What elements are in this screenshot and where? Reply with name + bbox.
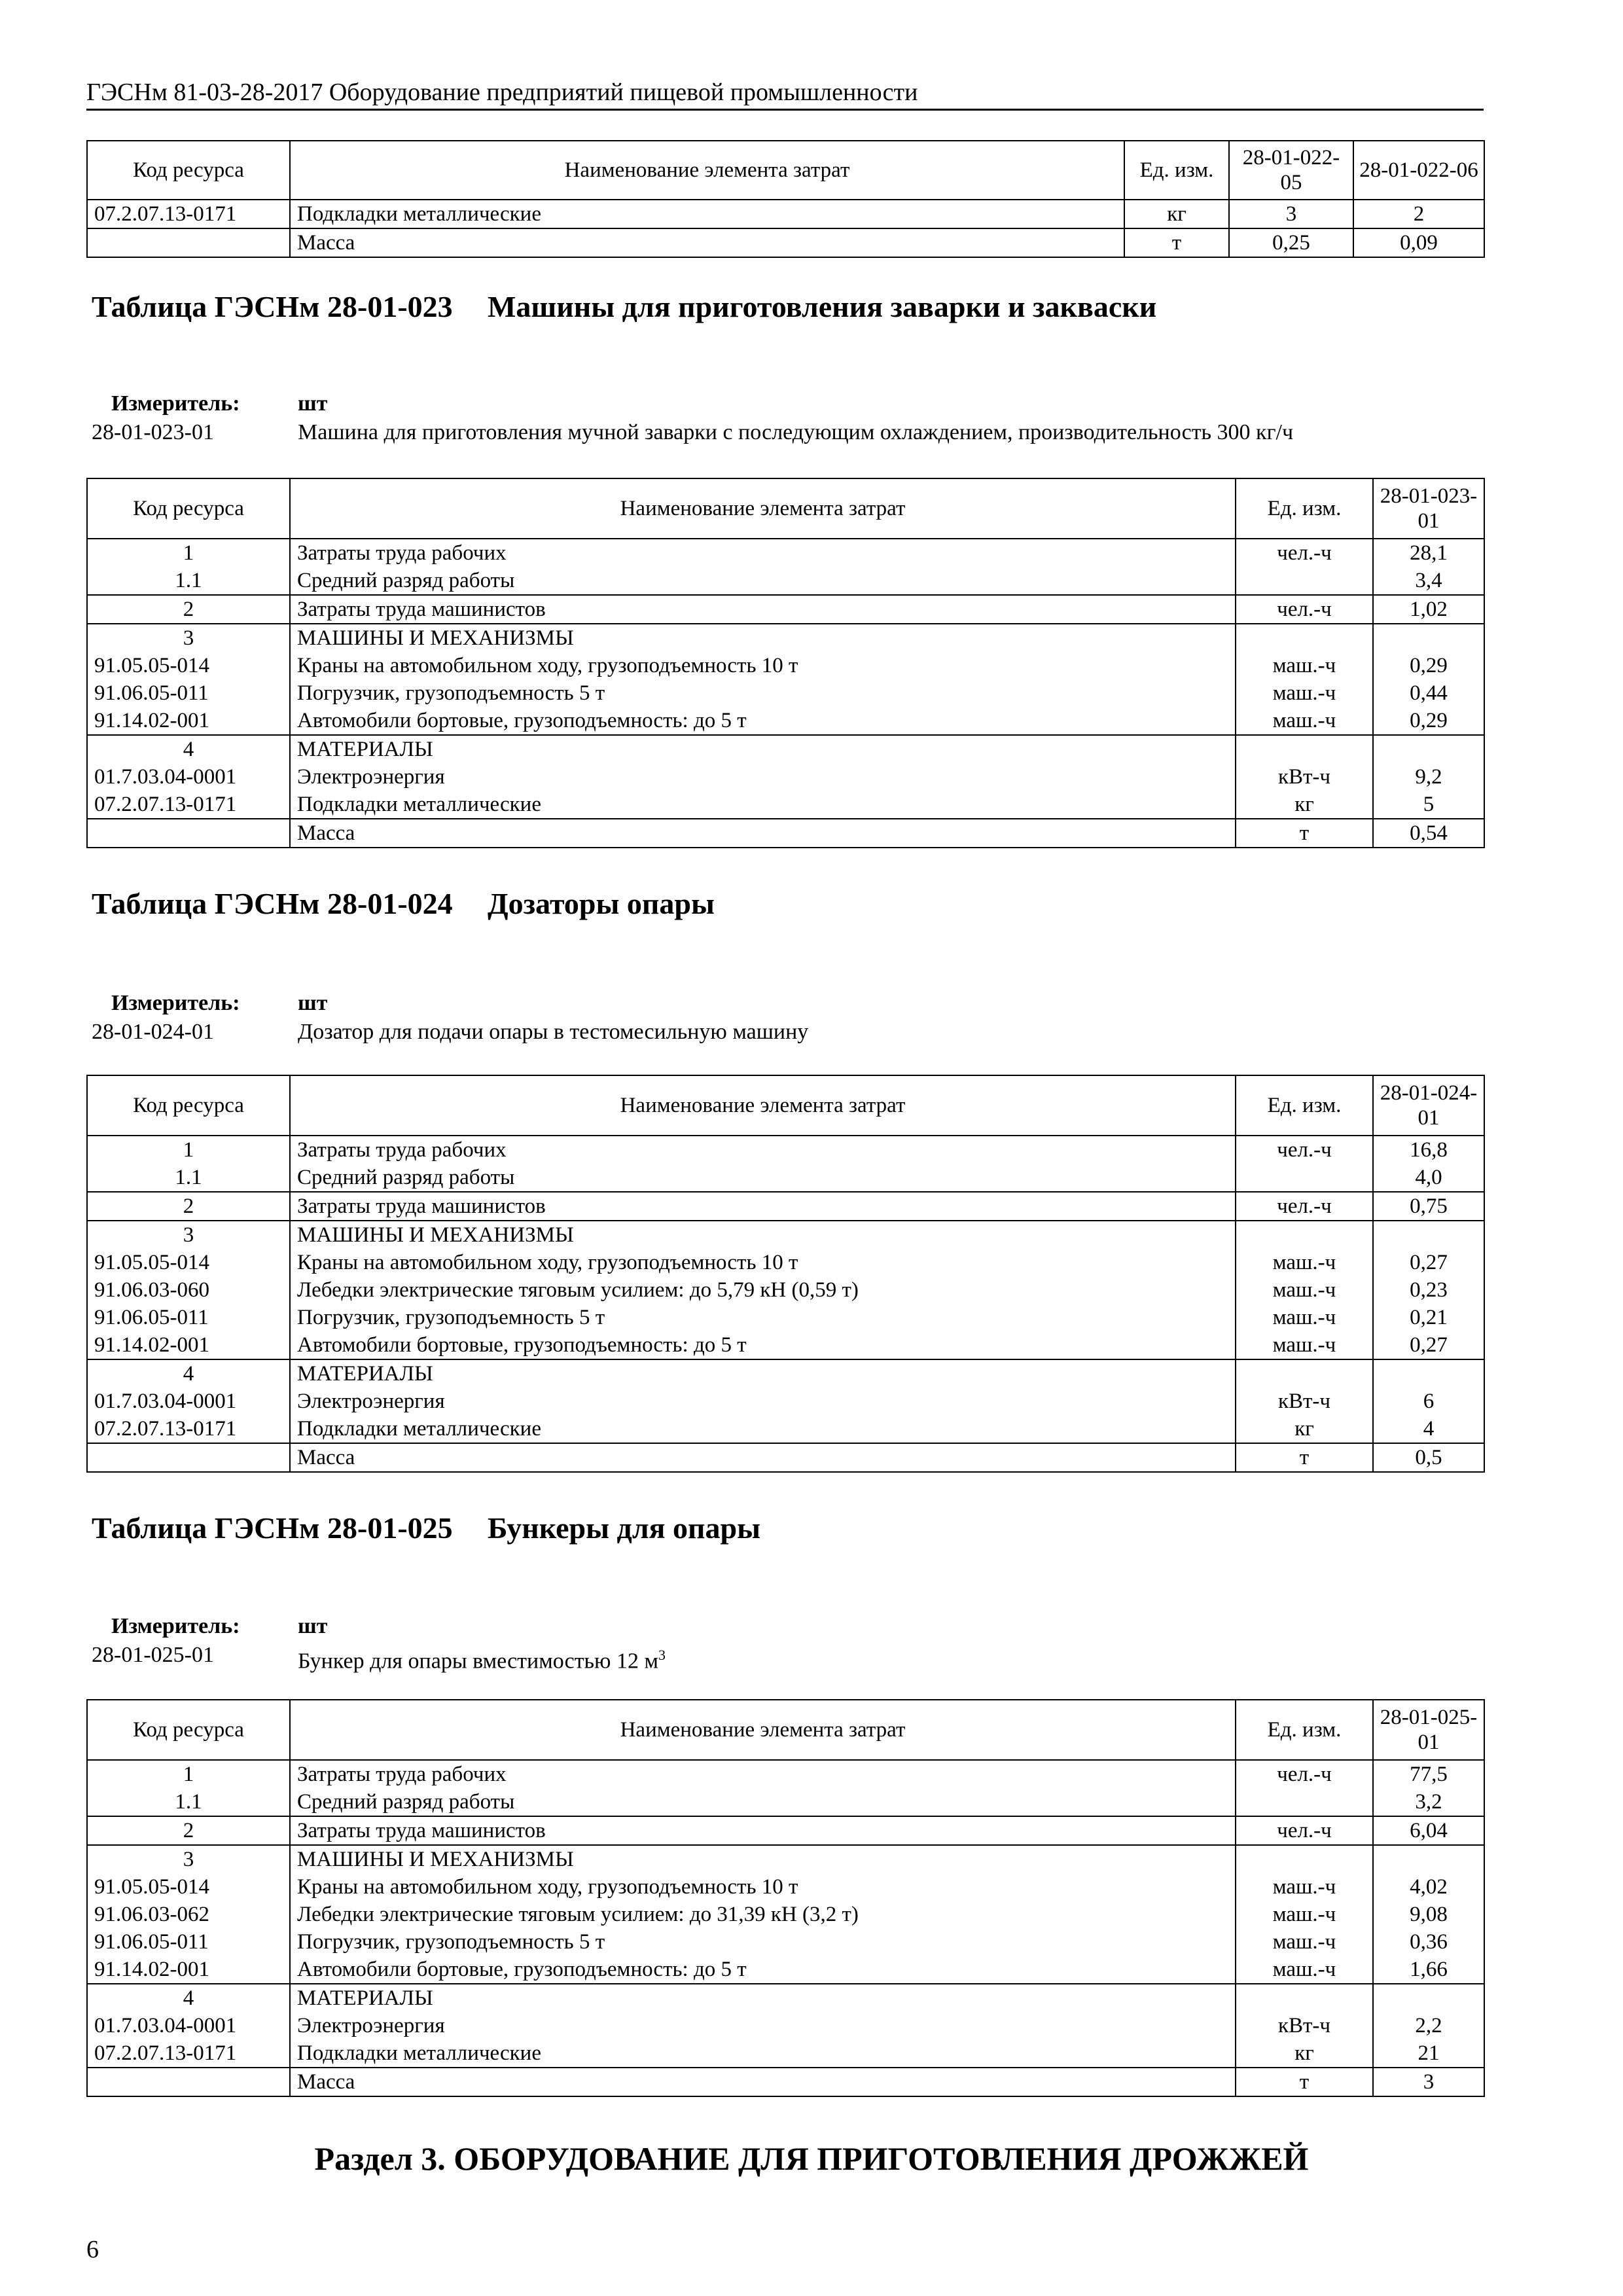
resource-code: 01.7.03.04-0001 <box>87 2012 290 2039</box>
value-cell: 3,4 <box>1373 567 1484 595</box>
unit-cell <box>1236 624 1373 652</box>
table-number: Таблица ГЭСНм 28-01-025 <box>92 1511 453 1545</box>
value-cell: 4 <box>1373 1415 1484 1443</box>
meter-block <box>92 1613 1466 1672</box>
value-cell: 3 <box>1229 200 1353 228</box>
cost-element-name: Автомобили бортовые, грузоподъемность: до 5 т <box>290 707 1236 735</box>
unit-cell: маш.-ч <box>1236 1956 1373 1984</box>
table-row <box>87 1816 1484 1845</box>
table-row <box>87 1984 1484 2012</box>
value-cell: 28,1 <box>1373 539 1484 567</box>
unit-cell: кг <box>1124 200 1229 228</box>
meter-label: Измеритель: <box>111 1614 240 1638</box>
item-code: 28-01-023-01 <box>92 420 214 444</box>
cost-element-name: Масса <box>290 819 1236 848</box>
table-row <box>87 1388 1484 1415</box>
item-code: 28-01-025-01 <box>92 1643 214 1667</box>
resource-code: 4 <box>87 735 290 763</box>
col-header-code: Код ресурса <box>87 1075 290 1136</box>
resource-code: 91.05.05-014 <box>87 1249 290 1276</box>
resource-code: 91.14.02-001 <box>87 1956 290 1984</box>
table-caption: Дозаторы опары <box>488 887 715 920</box>
resource-code: 3 <box>87 1221 290 1249</box>
cost-element-name: Средний разряд работы <box>290 1164 1236 1192</box>
col-header-norm: 28-01-024-01 <box>1373 1075 1484 1136</box>
table-row <box>87 1249 1484 1276</box>
meter-label: Измеритель: <box>111 391 240 416</box>
value-cell: 0,5 <box>1373 1443 1484 1472</box>
cost-element-name: Масса <box>290 228 1124 257</box>
table-row <box>87 1359 1484 1388</box>
unit-cell: чел.-ч <box>1236 595 1373 624</box>
resource-code <box>87 2068 290 2096</box>
unit-cell: маш.-ч <box>1236 1873 1373 1901</box>
table-row <box>87 2012 1484 2039</box>
item-code: 28-01-024-01 <box>92 1020 214 1044</box>
table-row <box>87 624 1484 652</box>
cost-element-name: МАТЕРИАЛЫ <box>290 735 1236 763</box>
value-cell: 5 <box>1373 791 1484 819</box>
value-cell: 0,29 <box>1373 652 1484 679</box>
unit-cell: маш.-ч <box>1236 707 1373 735</box>
unit-cell: маш.-ч <box>1236 1276 1373 1304</box>
table-row <box>87 1901 1484 1928</box>
unit-cell: чел.-ч <box>1236 1816 1373 1845</box>
cost-element-name: Погрузчик, грузоподъемность 5 т <box>290 1928 1236 1956</box>
resource-code: 91.14.02-001 <box>87 1331 290 1359</box>
value-cell <box>1373 1845 1484 1873</box>
cost-element-name: Затраты труда машинистов <box>290 595 1236 624</box>
table-row <box>87 1192 1484 1221</box>
value-cell: 6,04 <box>1373 1816 1484 1845</box>
resource-code: 91.14.02-001 <box>87 707 290 735</box>
table-row <box>87 1956 1484 1984</box>
superscript: 3 <box>658 1647 666 1663</box>
table-row <box>87 539 1484 567</box>
resource-code: 91.06.03-062 <box>87 1901 290 1928</box>
cost-element-name: Подкладки металлические <box>290 2039 1236 2068</box>
unit-cell: кВт-ч <box>1236 1388 1373 1415</box>
value-cell: 9,08 <box>1373 1901 1484 1928</box>
value-cell: 0,44 <box>1373 679 1484 707</box>
resource-code: 1 <box>87 1760 290 1788</box>
value-cell: 0,27 <box>1373 1331 1484 1359</box>
cost-element-name: Затраты труда машинистов <box>290 1816 1236 1845</box>
value-cell: 3,2 <box>1373 1788 1484 1816</box>
norm-table <box>86 478 1485 848</box>
resource-code <box>87 1443 290 1472</box>
meter-block <box>92 990 1466 1049</box>
unit-cell: маш.-ч <box>1236 1928 1373 1956</box>
col-header-norm: 28-01-022-06 <box>1353 141 1484 200</box>
unit-cell <box>1236 567 1373 595</box>
resource-code: 3 <box>87 624 290 652</box>
cost-element-name: МАТЕРИАЛЫ <box>290 1984 1236 2012</box>
cost-element-name: Средний разряд работы <box>290 1788 1236 1816</box>
table-row <box>87 735 1484 763</box>
value-cell: 0,29 <box>1373 707 1484 735</box>
cost-element-name: Автомобили бортовые, грузоподъемность: до 5 т <box>290 1956 1236 1984</box>
unit-cell <box>1236 1788 1373 1816</box>
resource-code: 3 <box>87 1845 290 1873</box>
col-header-name: Наименование элемента затрат <box>290 1075 1236 1136</box>
resource-code: 91.05.05-014 <box>87 1873 290 1901</box>
table-row <box>87 1443 1484 1472</box>
resource-code: 1.1 <box>87 567 290 595</box>
cost-element-name: Масса <box>290 1443 1236 1472</box>
table-row <box>87 1928 1484 1956</box>
resource-code: 2 <box>87 1816 290 1845</box>
resource-code: 4 <box>87 1984 290 2012</box>
table-caption: Машины для приготовления заварки и закваски <box>488 290 1157 323</box>
unit-cell: маш.-ч <box>1236 1901 1373 1928</box>
value-cell: 0,25 <box>1229 228 1353 257</box>
table-row <box>87 595 1484 624</box>
page-number: 6 <box>86 2236 99 2263</box>
resource-code: 07.2.07.13-0171 <box>87 791 290 819</box>
resource-code: 1 <box>87 539 290 567</box>
meter-block <box>92 390 1466 449</box>
value-cell: 1,02 <box>1373 595 1484 624</box>
table-row <box>87 2068 1484 2096</box>
value-cell <box>1373 1359 1484 1388</box>
meter-label: Измеритель: <box>111 991 240 1015</box>
cost-element-name: Затраты труда рабочих <box>290 539 1236 567</box>
item-description-text: Бункер для опары вместимостью 12 м <box>298 1649 658 1674</box>
table-title <box>92 1509 1466 1588</box>
unit-cell: маш.-ч <box>1236 1304 1373 1331</box>
resource-code: 91.06.05-011 <box>87 1304 290 1331</box>
unit-cell <box>1236 735 1373 763</box>
unit-cell: т <box>1236 819 1373 848</box>
col-header-name: Наименование элемента затрат <box>290 1700 1236 1760</box>
cost-element-name: Средний разряд работы <box>290 567 1236 595</box>
table-row <box>87 819 1484 848</box>
table-row <box>87 652 1484 679</box>
table-row <box>87 228 1484 257</box>
unit-cell <box>1236 1359 1373 1388</box>
unit-cell: кг <box>1236 2039 1373 2068</box>
resource-code: 91.05.05-014 <box>87 652 290 679</box>
col-header-unit: Ед. изм. <box>1236 478 1373 539</box>
section-title: Раздел 3. ОБОРУДОВАНИЕ ДЛЯ ПРИГОТОВЛЕНИЯ ДРОЖЖЕЙ <box>314 2140 1309 2177</box>
table-row <box>87 679 1484 707</box>
item-description: Машина для приготовления мучной заварки с последующим охлаждением, производительность 300 кг/ч <box>298 420 1294 444</box>
cost-element-name: Погрузчик, грузоподъемность 5 т <box>290 1304 1236 1331</box>
value-cell: 9,2 <box>1373 763 1484 791</box>
col-header-norm: 28-01-022-05 <box>1229 141 1353 200</box>
cost-element-name: Подкладки металлические <box>290 791 1236 819</box>
table-number: Таблица ГЭСНм 28-01-023 <box>92 290 453 323</box>
unit-cell: кВт-ч <box>1236 763 1373 791</box>
meter-unit: шт <box>298 1614 328 1638</box>
cost-element-name: Автомобили бортовые, грузоподъемность: до 5 т <box>290 1331 1236 1359</box>
cost-element-name: Затраты труда машинистов <box>290 1192 1236 1221</box>
value-cell: 2,2 <box>1373 2012 1484 2039</box>
cost-element-name: Затраты труда рабочих <box>290 1760 1236 1788</box>
unit-cell: т <box>1236 1443 1373 1472</box>
cost-element-name: Масса <box>290 2068 1236 2096</box>
resource-code: 91.06.03-060 <box>87 1276 290 1304</box>
item-description <box>298 1641 666 1675</box>
cost-element-name: Погрузчик, грузоподъемность 5 т <box>290 679 1236 707</box>
col-header-name: Наименование элемента затрат <box>290 478 1236 539</box>
cost-element-name: Краны на автомобильном ходу, грузоподъемность 10 т <box>290 1249 1236 1276</box>
cost-element-name: Подкладки металлические <box>290 200 1124 228</box>
unit-cell: чел.-ч <box>1236 1136 1373 1164</box>
value-cell: 0,75 <box>1373 1192 1484 1221</box>
col-header-norm: 28-01-025-01 <box>1373 1700 1484 1760</box>
cost-element-name: Подкладки металлические <box>290 1415 1236 1443</box>
cost-element-name: Краны на автомобильном ходу, грузоподъемность 10 т <box>290 1873 1236 1901</box>
col-header-code: Код ресурса <box>87 478 290 539</box>
unit-cell: маш.-ч <box>1236 1331 1373 1359</box>
col-header-code: Код ресурса <box>87 1700 290 1760</box>
value-cell: 0,36 <box>1373 1928 1484 1956</box>
resource-code: 07.2.07.13-0171 <box>87 200 290 228</box>
unit-cell <box>1236 1164 1373 1192</box>
cost-element-name: Лебедки электрические тяговым усилием: до 5,79 кН (0,59 т) <box>290 1276 1236 1304</box>
col-header-unit: Ед. изм. <box>1124 141 1229 200</box>
resource-code: 07.2.07.13-0171 <box>87 1415 290 1443</box>
table-row <box>87 1221 1484 1249</box>
table-row <box>87 1304 1484 1331</box>
resource-code: 07.2.07.13-0171 <box>87 2039 290 2068</box>
table-row <box>87 1788 1484 1816</box>
meter-unit: шт <box>298 391 328 416</box>
resource-code: 1.1 <box>87 1788 290 1816</box>
cost-element-name: Электроэнергия <box>290 1388 1236 1415</box>
table-caption: Бункеры для опары <box>488 1511 761 1545</box>
col-header-norm: 28-01-023-01 <box>1373 478 1484 539</box>
value-cell: 0,54 <box>1373 819 1484 848</box>
unit-cell <box>1236 1845 1373 1873</box>
resource-code: 91.06.05-011 <box>87 1928 290 1956</box>
table-row <box>87 763 1484 791</box>
table-row <box>87 1164 1484 1192</box>
running-header: ГЭСНм 81-03-28-2017 Оборудование предприятий пищевой промышленности <box>86 77 1484 111</box>
cost-element-name: Электроэнергия <box>290 2012 1236 2039</box>
resource-code <box>87 228 290 257</box>
value-cell: 0,21 <box>1373 1304 1484 1331</box>
value-cell: 21 <box>1373 2039 1484 2068</box>
resource-code: 91.06.05-011 <box>87 679 290 707</box>
value-cell <box>1373 735 1484 763</box>
table-row <box>87 1873 1484 1901</box>
table-row <box>87 1845 1484 1873</box>
table-number: Таблица ГЭСНм 28-01-024 <box>92 887 453 920</box>
value-cell: 6 <box>1373 1388 1484 1415</box>
continuation-table <box>86 140 1485 258</box>
unit-cell: т <box>1124 228 1229 257</box>
value-cell <box>1373 624 1484 652</box>
unit-cell: маш.-ч <box>1236 1249 1373 1276</box>
cost-element-name: Электроэнергия <box>290 763 1236 791</box>
col-header-name: Наименование элемента затрат <box>290 141 1124 200</box>
unit-cell: чел.-ч <box>1236 1192 1373 1221</box>
table-row <box>87 1276 1484 1304</box>
value-cell <box>1373 1221 1484 1249</box>
table-row <box>87 707 1484 735</box>
cost-element-name: МАШИНЫ И МЕХАНИЗМЫ <box>290 1221 1236 1249</box>
resource-code: 1.1 <box>87 1164 290 1192</box>
unit-cell <box>1236 1984 1373 2012</box>
resource-code: 01.7.03.04-0001 <box>87 1388 290 1415</box>
value-cell: 77,5 <box>1373 1760 1484 1788</box>
table-row <box>87 1760 1484 1788</box>
table-row <box>87 791 1484 819</box>
value-cell: 4,0 <box>1373 1164 1484 1192</box>
table-row <box>87 1136 1484 1164</box>
table-row <box>87 1415 1484 1443</box>
col-header-unit: Ед. изм. <box>1236 1700 1373 1760</box>
unit-cell: кг <box>1236 791 1373 819</box>
table-title <box>92 288 1466 367</box>
value-cell: 0,27 <box>1373 1249 1484 1276</box>
cost-element-name: Краны на автомобильном ходу, грузоподъемность 10 т <box>290 652 1236 679</box>
item-description: Дозатор для подачи опары в тестомесильную машину <box>298 1020 809 1044</box>
cost-element-name: МАШИНЫ И МЕХАНИЗМЫ <box>290 1845 1236 1873</box>
unit-cell: чел.-ч <box>1236 539 1373 567</box>
meter-unit: шт <box>298 991 328 1015</box>
table-row <box>87 1331 1484 1359</box>
value-cell: 0,09 <box>1353 228 1484 257</box>
unit-cell: маш.-ч <box>1236 679 1373 707</box>
norm-table <box>86 1699 1485 2097</box>
resource-code: 4 <box>87 1359 290 1388</box>
unit-cell: маш.-ч <box>1236 652 1373 679</box>
table-title <box>92 885 1466 963</box>
table-row <box>87 567 1484 595</box>
cost-element-name: МАТЕРИАЛЫ <box>290 1359 1236 1388</box>
cost-element-name: Затраты труда рабочих <box>290 1136 1236 1164</box>
value-cell: 4,02 <box>1373 1873 1484 1901</box>
value-cell <box>1373 1984 1484 2012</box>
value-cell: 2 <box>1353 200 1484 228</box>
cost-element-name: МАШИНЫ И МЕХАНИЗМЫ <box>290 624 1236 652</box>
unit-cell: кВт-ч <box>1236 2012 1373 2039</box>
resource-code: 2 <box>87 595 290 624</box>
value-cell: 3 <box>1373 2068 1484 2096</box>
value-cell: 1,66 <box>1373 1956 1484 1984</box>
unit-cell: т <box>1236 2068 1373 2096</box>
col-header-code: Код ресурса <box>87 141 290 200</box>
unit-cell: кг <box>1236 1415 1373 1443</box>
value-cell: 16,8 <box>1373 1136 1484 1164</box>
unit-cell <box>1236 1221 1373 1249</box>
resource-code: 1 <box>87 1136 290 1164</box>
table-row <box>87 2039 1484 2068</box>
value-cell: 0,23 <box>1373 1276 1484 1304</box>
resource-code: 2 <box>87 1192 290 1221</box>
resource-code: 01.7.03.04-0001 <box>87 763 290 791</box>
col-header-unit: Ед. изм. <box>1236 1075 1373 1136</box>
resource-code <box>87 819 290 848</box>
norm-table <box>86 1075 1485 1473</box>
table-row <box>87 200 1484 228</box>
unit-cell: чел.-ч <box>1236 1760 1373 1788</box>
cost-element-name: Лебедки электрические тяговым усилием: до 31,39 кН (3,2 т) <box>290 1901 1236 1928</box>
